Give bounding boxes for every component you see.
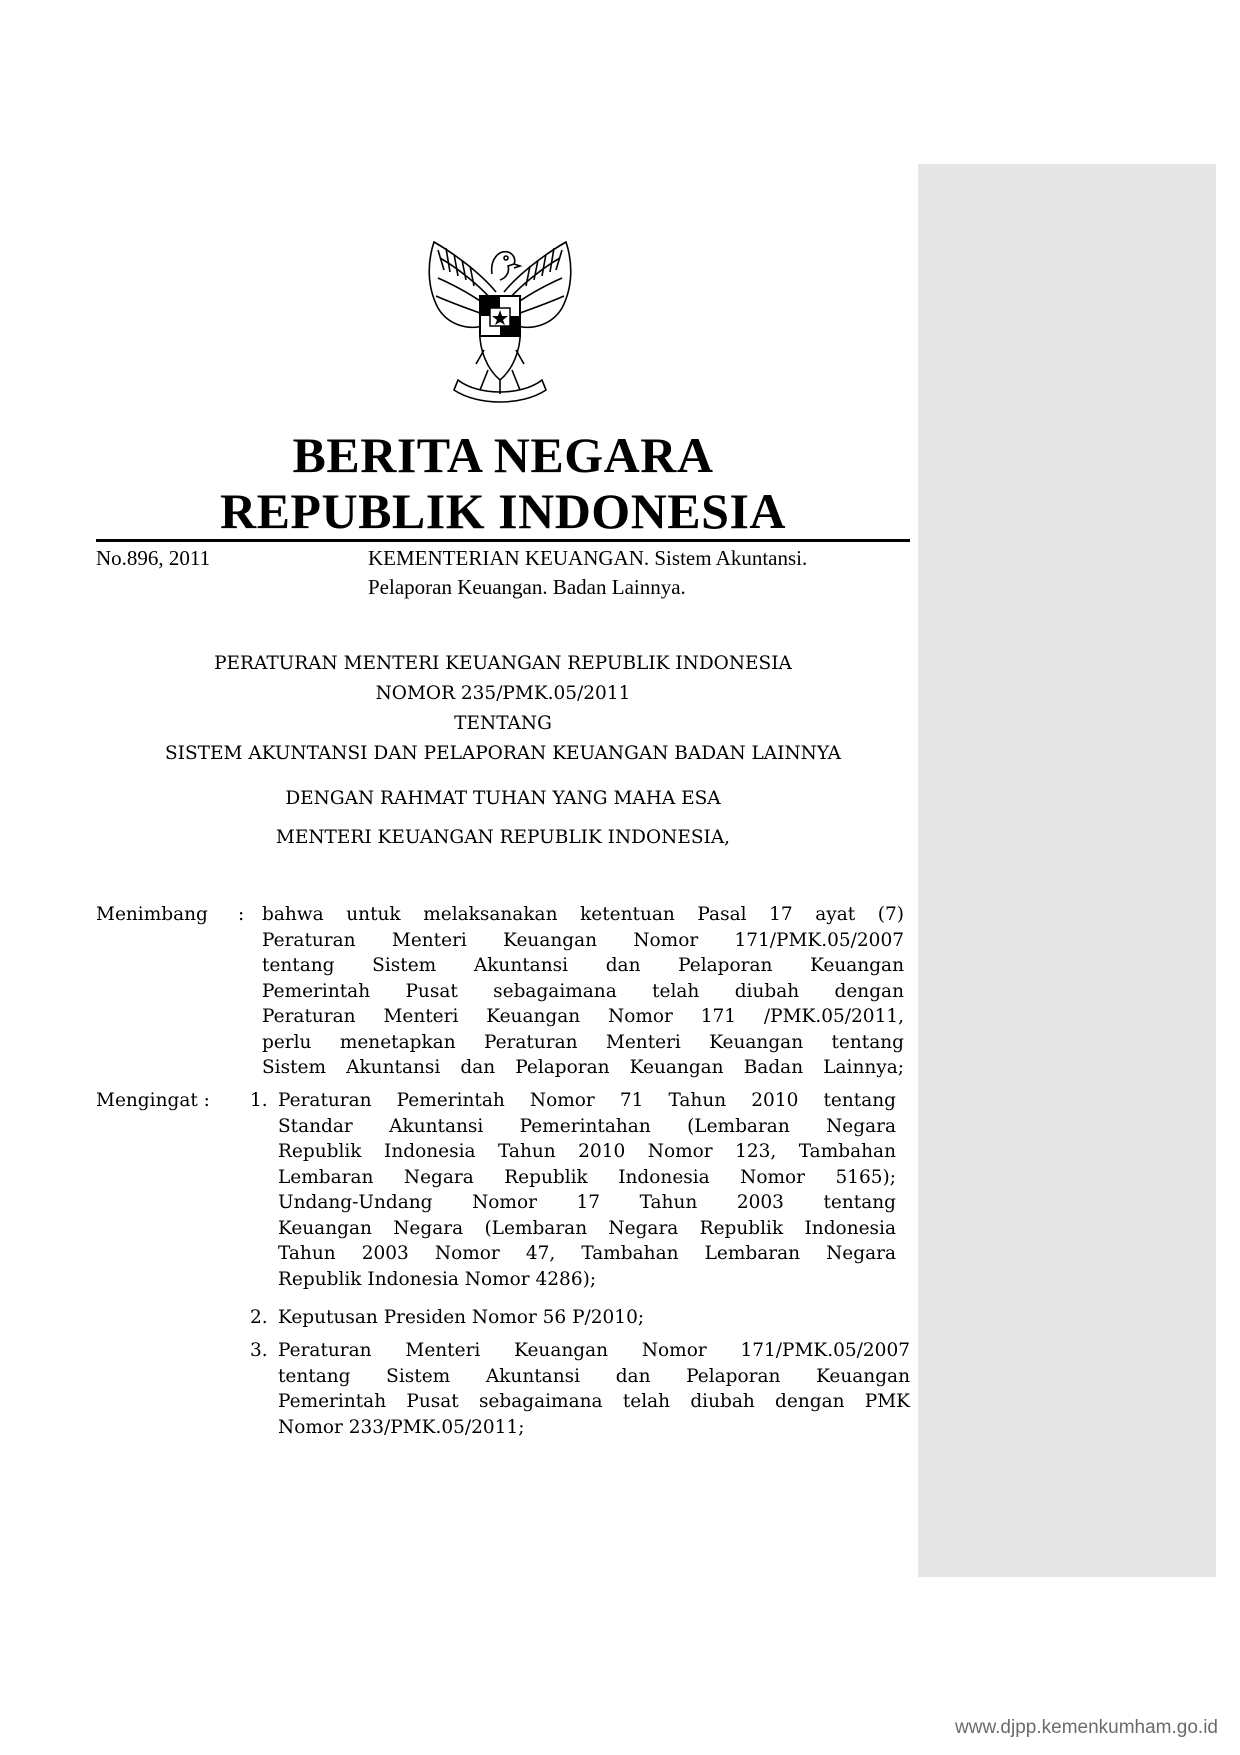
- mengingat-line: Peraturan Pemerintah Nomor 71 Tahun 2010 tentang: [278, 1090, 896, 1111]
- mengingat-line: Standar Akuntansi Pemerintahan (Lembaran Negara: [278, 1115, 896, 1137]
- menimbang-label: Menimbang: [96, 904, 208, 925]
- mengingat-line: Republik Indonesia Nomor 4286);: [278, 1268, 597, 1290]
- menimbang-line: perlu menetapkan Peraturan Menteri Keuangan tentang: [262, 1031, 904, 1053]
- mengingat-line: Peraturan Menteri Keuangan Nomor 171/PMK.05/2007: [278, 1340, 910, 1361]
- mengingat-line: Pemerintah Pusat sebagaimana telah diubah dengan PMK: [278, 1391, 910, 1412]
- gazette-subject-line1: KEMENTERIAN KEUANGAN. Sistem Akuntansi.: [368, 546, 808, 570]
- mengingat-label: Mengingat :: [96, 1090, 210, 1111]
- page-title-line2: REPUBLIK INDONESIA: [219, 483, 787, 539]
- regulation-subject: SISTEM AKUNTANSI DAN PELAPORAN KEUANGAN BADAN LAINNYA: [165, 743, 841, 764]
- mengingat-line: Republik Indonesia Tahun 2010 Nomor 123, Tambahan: [278, 1141, 896, 1162]
- mengingat-line: Keuangan Negara (Lembaran Negara Republik Indonesia: [278, 1217, 896, 1239]
- gazette-number: No.896, 2011: [96, 546, 211, 570]
- comment-margin-pane: [918, 164, 1216, 1577]
- mengingat-line: Tahun 2003 Nomor 47, Tambahan Lembaran Negara: [278, 1243, 896, 1264]
- menimbang-line: Peraturan Menteri Keuangan Nomor 171/PMK.05/2007: [262, 929, 904, 951]
- gazette-subject-line2: Pelaporan Keuangan. Badan Lainnya.: [368, 575, 686, 599]
- mengingat-line: Nomor 233/PMK.05/2011;: [278, 1416, 525, 1438]
- mengingat-item-2: [278, 1305, 896, 1331]
- mengingat-item-num: 2.: [250, 1307, 268, 1328]
- mengingat-line: Keputusan Presiden Nomor 56 P/2010;: [278, 1307, 645, 1328]
- menimbang-line: Pemerintah Pusat sebagaimana telah diubah dengan: [262, 980, 904, 1002]
- garuda-emblem-icon: [418, 230, 582, 406]
- mengingat-item-1: [278, 1088, 896, 1292]
- menimbang-line: Peraturan Menteri Keuangan Nomor 171 /PMK.05/2011,: [262, 1006, 904, 1027]
- minister-line: MENTERI KEUANGAN REPUBLIK INDONESIA,: [275, 827, 731, 848]
- regulation-title: PERATURAN MENTERI KEUANGAN REPUBLIK INDONESIA: [214, 653, 792, 674]
- mengingat-line: Undang-Undang Nomor 17 Tahun 2003 tentang: [278, 1192, 896, 1213]
- preamble-line: DENGAN RAHMAT TUHAN YANG MAHA ESA: [285, 788, 721, 809]
- mengingat-item-3: [278, 1338, 910, 1440]
- regulation-number: NOMOR 235/PMK.05/2011: [375, 683, 631, 704]
- menimbang-text: [262, 902, 904, 1081]
- mengingat-item-num: 1.: [250, 1090, 268, 1111]
- menimbang-line: bahwa untuk melaksanakan ketentuan Pasal 17 ayat (7): [262, 904, 904, 925]
- mengingat-item-num: 3.: [250, 1340, 268, 1361]
- mengingat-line: Lembaran Negara Republik Indonesia Nomor 5165);: [278, 1166, 896, 1188]
- page-title-line1: BERITA NEGARA: [292, 427, 714, 483]
- menimbang-line: tentang Sistem Akuntansi dan Pelaporan Keuangan: [262, 955, 904, 976]
- mengingat-line: tentang Sistem Akuntansi dan Pelaporan Keuangan: [278, 1365, 910, 1387]
- regulation-tentang: TENTANG: [454, 713, 552, 734]
- footer-url: www.djpp.kemenkumham.go.id: [955, 1717, 1218, 1738]
- menimbang-line: Sistem Akuntansi dan Pelaporan Keuangan Badan Lainnya;: [262, 1057, 904, 1078]
- menimbang-colon: :: [238, 904, 245, 925]
- title-divider: [96, 539, 910, 542]
